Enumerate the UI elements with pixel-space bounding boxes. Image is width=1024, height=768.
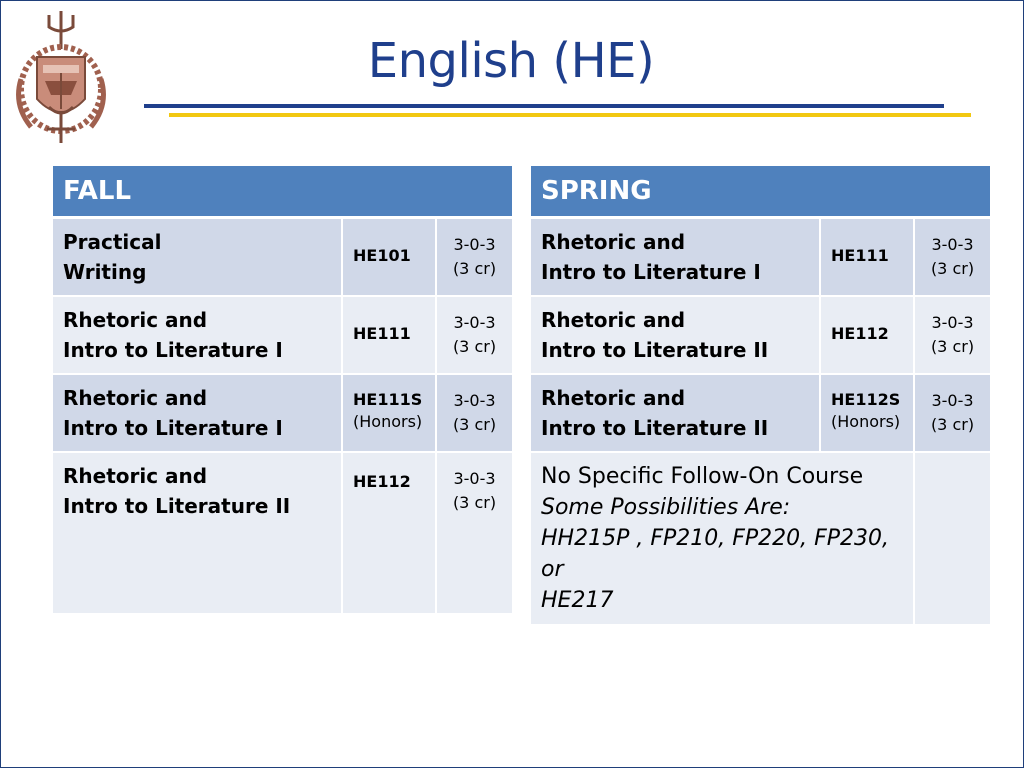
table-row <box>53 218 512 297</box>
table-row <box>53 374 512 452</box>
title-underline-blue <box>144 104 944 108</box>
course-credits: 3-0-3 (3 cr) <box>436 374 512 452</box>
table-row <box>531 218 990 297</box>
course-code: HE112S (Honors) <box>820 374 914 452</box>
table-row <box>531 452 990 625</box>
spring-table <box>531 166 990 626</box>
table-row <box>531 296 990 374</box>
page-title: English (HE) <box>367 33 655 89</box>
spring-header: SPRING <box>531 166 990 218</box>
table-row <box>531 374 990 452</box>
course-code: HE111 <box>820 218 914 297</box>
course-code: HE111 <box>342 296 436 374</box>
follow-on-note: No Specific Follow-On Course Some Possibilities Are: HH215P , FP210, FP220, FP230, or HE217 <box>531 452 914 625</box>
course-title: Rhetoric and Intro to Literature I <box>53 296 342 374</box>
course-credits: 3-0-3 (3 cr) <box>914 374 990 452</box>
course-code: HE101 <box>342 218 436 297</box>
course-credits: 3-0-3 (3 cr) <box>436 296 512 374</box>
course-credits: 3-0-3 (3 cr) <box>436 218 512 297</box>
course-credits: 3-0-3 (3 cr) <box>914 218 990 297</box>
table-row <box>53 296 512 374</box>
course-title: Rhetoric and Intro to Literature II <box>531 374 820 452</box>
course-title: Rhetoric and Intro to Literature II <box>531 296 820 374</box>
table-row <box>53 452 512 614</box>
course-code: HE111S (Honors) <box>342 374 436 452</box>
course-code: HE112 <box>820 296 914 374</box>
empty-credits-cell <box>914 452 990 625</box>
course-title: Rhetoric and Intro to Literature I <box>531 218 820 297</box>
title-underline-gold <box>169 113 971 117</box>
fall-header: FALL <box>53 166 512 218</box>
course-credits: 3-0-3 (3 cr) <box>914 296 990 374</box>
course-code: HE112 <box>342 452 436 614</box>
course-title: Rhetoric and Intro to Literature I <box>53 374 342 452</box>
fall-table <box>53 166 512 615</box>
course-credits: 3-0-3 (3 cr) <box>436 452 512 614</box>
course-title: Rhetoric and Intro to Literature II <box>53 452 342 614</box>
naval-academy-crest-icon <box>11 9 111 147</box>
course-title: Practical Writing <box>53 218 342 297</box>
